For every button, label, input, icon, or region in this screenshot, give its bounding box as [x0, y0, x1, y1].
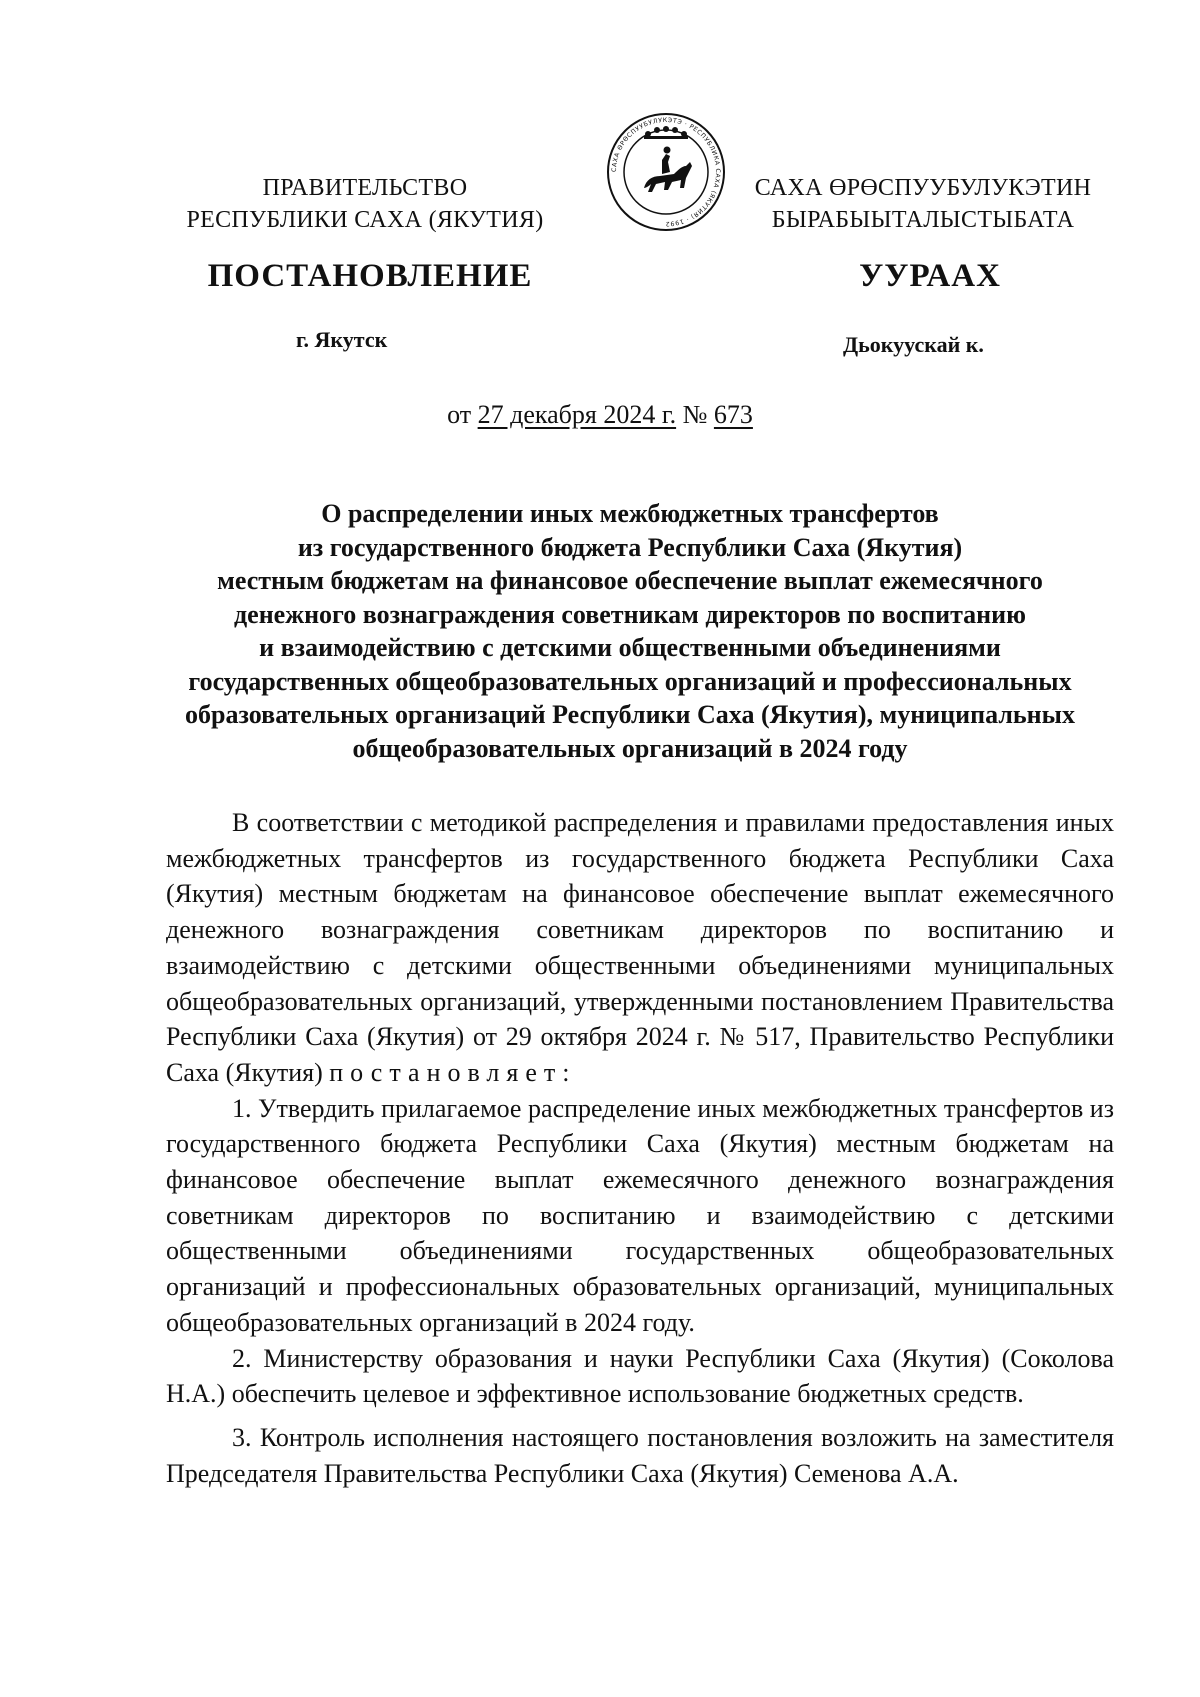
number-sign: №	[676, 400, 714, 429]
resolves-word: постановляет:	[329, 1057, 577, 1087]
document-type-yakut: УУРААХ	[859, 258, 1001, 294]
preamble-paragraph	[166, 805, 1114, 1091]
date-and-number	[0, 400, 1200, 430]
title-line: из государственного бюджета Республики Саха (Якутия)	[297, 532, 963, 562]
emblem-ring-text: САХА ӨРӨСПУУБУЛУКЭТЭ · РЕСПУБЛИКА САХА (ЯКУТИЯ) · 1992	[610, 116, 722, 228]
horseman-icon	[644, 147, 692, 193]
coat-of-arms-emblem	[604, 110, 728, 234]
preamble-text: В соответствии с методикой распределения и правилами предоставления иных межбюджетных трансфертов из государственного бюджета Республики Саха (Якутия) местным бюджетам на финансовое обеспечение выплат ежемесячного денежного вознаграждения советникам директоров по воспитанию и взаимодействию с детскими общественными объединениями муниципальных общеобразовательных организаций, утвержденными постановлением Правительства Республики Саха (Якутия) от 29 октября 2024 г. № 517, Правительство Республики Саха (Якутия)	[166, 808, 1114, 1087]
date-prefix: от	[447, 400, 478, 429]
title-line: и взаимодействию с детскими общественными объединениями	[259, 633, 1001, 662]
issuer-line-2-yakut: БЫРАБЫЫТАЛЫСТЫБАТА	[771, 207, 1075, 233]
document-number: 673	[713, 400, 753, 429]
issuer-line-2: РЕСПУБЛИКИ САХА (ЯКУТИЯ)	[186, 207, 544, 233]
issuer-line-1-yakut: САХА ӨРӨСПУУБУЛУКЭТИН	[754, 175, 1092, 201]
item-2-paragraph: 2. Министерству образования и науки Республики Саха (Якутия) (Соколова Н.А.) обеспечить целевое и эффективное использование бюджетных средств.	[166, 1343, 1114, 1409]
issuer-line-1: ПРАВИТЕЛЬСТВО	[262, 175, 468, 201]
title-line: общеобразовательных организаций в 2024 году	[352, 733, 908, 763]
document-date: 27 декабря 2024 г.	[477, 400, 677, 429]
document-body	[166, 805, 1114, 1491]
title-line: государственных общеобразовательных организаций и профессиональных	[188, 666, 1072, 696]
issuer-header-yakut	[728, 172, 1118, 236]
title-line: образовательных организаций Республики Саха (Якутия), муниципальных	[185, 700, 1075, 729]
title-line: денежного вознаграждения советникам директоров по воспитанию	[234, 599, 1026, 629]
issuer-header-russian	[150, 172, 580, 236]
city-yakut: Дьокуускай к.	[843, 332, 984, 357]
title-line: местным бюджетам на финансовое обеспечение выплат ежемесячного	[217, 566, 1043, 595]
title-line: О распределении иных межбюджетных трансфертов	[321, 499, 939, 528]
document-title	[150, 497, 1110, 765]
item-3-paragraph: 3. Контроль исполнения настоящего постановления возложить на заместителя Председателя Правительства Республики Саха (Якутия) Семенова А.А.	[166, 1422, 1114, 1488]
item-1-paragraph: 1. Утвердить прилагаемое распределение иных межбюджетных трансфертов из государственного бюджета Республики Саха (Якутия) местным бюджетам на финансовое обеспечение выплат ежемесячного денежного вознаграждения советникам директоров по воспитанию и взаимодействию с детскими общественными объединениями государственных общеобразовательных организаций и профессиональных образовательных организаций, муниципальных общеобразовательных организаций в 2024 году.	[166, 1093, 1114, 1337]
document-type-russian: ПОСТАНОВЛЕНИЕ	[207, 258, 533, 294]
city-russian: г. Якутск	[296, 327, 388, 352]
